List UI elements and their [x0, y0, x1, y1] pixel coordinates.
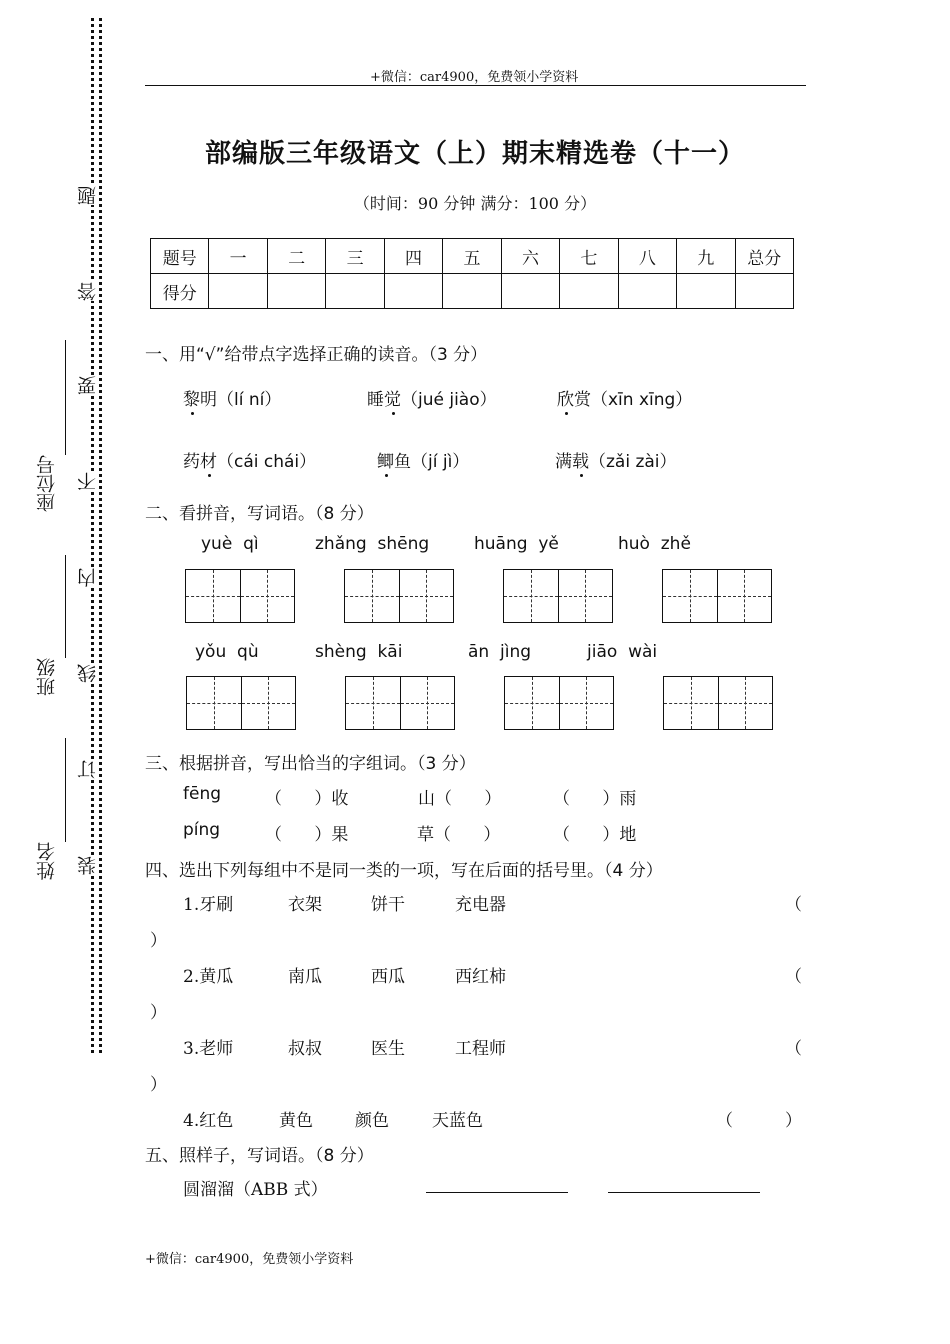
- word: 颜色: [355, 1111, 389, 1131]
- word: 衣架: [288, 895, 322, 915]
- score-table: [150, 238, 794, 309]
- score-input-cell[interactable]: [384, 274, 442, 309]
- word: 天蓝色: [432, 1111, 483, 1131]
- q2-pinyin: zhǎng shēng: [315, 534, 430, 554]
- q2-heading: 二、看拼音，写词语。（8 分）: [145, 504, 374, 524]
- margin-char-yao: 要: [77, 376, 99, 395]
- word: 叔叔: [288, 1039, 322, 1059]
- page-header: +微信：car4900，免费领小学资料: [370, 70, 579, 85]
- writing-grid[interactable]: [345, 676, 455, 730]
- seat-number-blank[interactable]: [65, 340, 66, 455]
- score-table-cell: 六: [501, 239, 559, 274]
- q2-pinyin: yǒu qù: [195, 642, 259, 662]
- q3-blank[interactable]: （ ）雨: [553, 789, 637, 809]
- word: 黄色: [279, 1111, 313, 1131]
- score-input-cell[interactable]: [326, 274, 384, 309]
- score-table-header-row: [151, 239, 794, 274]
- class-label: 班级: [36, 658, 58, 696]
- q2-pinyin: huāng yě: [474, 534, 559, 554]
- item-pre: 药: [183, 452, 200, 472]
- name-label: 姓名: [36, 842, 58, 880]
- group-number: 2.: [183, 967, 200, 987]
- pinyin-options: （cái chái）: [217, 452, 317, 472]
- pinyin-options: （jí jì）: [411, 452, 470, 472]
- q4-group: [183, 1034, 233, 1059]
- q1-item-xinshang[interactable]: [557, 385, 692, 410]
- q1-item-shuijiao[interactable]: [367, 385, 497, 410]
- q2-pinyin: yuè qì: [201, 534, 259, 554]
- item-rest: 明: [200, 390, 217, 410]
- q5-answer-blank[interactable]: [426, 1192, 568, 1193]
- margin-char-da: 答: [77, 282, 99, 301]
- answer-open-bracket[interactable]: （: [785, 895, 802, 915]
- score-input-cell[interactable]: [677, 274, 735, 309]
- q2-pinyin: ān jìng: [468, 642, 532, 662]
- q3-blank[interactable]: 草（ ）: [417, 825, 501, 845]
- score-table-cell: 题号: [151, 239, 209, 274]
- margin-char-ding: 订: [77, 760, 99, 779]
- score-input-cell[interactable]: [267, 274, 325, 309]
- q1-item-yaocai[interactable]: [183, 447, 316, 472]
- word: 工程师: [455, 1039, 506, 1059]
- margin-char-zhuang: 装: [77, 856, 99, 875]
- q3-blank[interactable]: （ ）收: [265, 789, 349, 809]
- word: 医生: [371, 1039, 405, 1059]
- name-blank[interactable]: [65, 738, 66, 842]
- pinyin-options: （zǎi zài）: [589, 452, 677, 472]
- margin-char-nei: 内: [77, 568, 99, 587]
- q5-heading: 五、照样子，写词语。（8 分）: [145, 1146, 374, 1166]
- word: 老师: [199, 1039, 234, 1059]
- q5-answer-blank[interactable]: [608, 1192, 760, 1193]
- score-table-score-row: [151, 274, 794, 309]
- q2-pinyin: shèng kāi: [315, 642, 403, 662]
- q5-example: 圆溜溜（ABB 式）: [183, 1180, 328, 1200]
- q4-heading: 四、选出下列每组中不是同一类的一项，写在后面的括号里。（4 分）: [145, 861, 663, 881]
- writing-grid[interactable]: [663, 676, 773, 730]
- answer-close-bracket: ）: [150, 1003, 167, 1023]
- writing-grid[interactable]: [504, 676, 614, 730]
- binding-dotted-line-inner: [99, 18, 102, 1053]
- word: 西红柿: [455, 967, 506, 987]
- dotted-char: 欣: [557, 390, 574, 410]
- class-blank[interactable]: [65, 555, 66, 658]
- writing-grid[interactable]: [503, 569, 613, 623]
- group-number: 4.: [183, 1111, 200, 1131]
- item-rest: 赏: [574, 390, 591, 410]
- margin-char-bu: 不: [77, 472, 99, 491]
- q2-pinyin: huò zhě: [618, 534, 691, 554]
- answer-close-bracket: ）: [150, 931, 167, 951]
- score-table-cell: 二: [267, 239, 325, 274]
- score-input-cell[interactable]: [618, 274, 676, 309]
- writing-grid[interactable]: [662, 569, 772, 623]
- group-number: 1.: [183, 895, 200, 915]
- dotted-char: 材: [200, 452, 217, 472]
- binding-dotted-line-outer: [91, 18, 94, 1053]
- word: 充电器: [455, 895, 506, 915]
- pinyin-options: （jué jiào）: [401, 390, 497, 410]
- answer-close-bracket: ）: [150, 1075, 167, 1095]
- word: 西瓜: [371, 967, 405, 987]
- word: 饼干: [371, 895, 405, 915]
- q2-pinyin: jiāo wài: [587, 642, 658, 662]
- page-footer: +微信：car4900，免费领小学资料: [145, 1252, 354, 1267]
- score-table-cell: 五: [443, 239, 501, 274]
- writing-grid[interactable]: [186, 676, 296, 730]
- word: 牙刷: [199, 895, 234, 915]
- writing-grid[interactable]: [185, 569, 295, 623]
- score-table-cell: 八: [618, 239, 676, 274]
- word: 南瓜: [288, 967, 322, 987]
- q4-group: [183, 962, 233, 987]
- writing-grid[interactable]: [344, 569, 454, 623]
- score-input-cell[interactable]: [443, 274, 501, 309]
- q3-blank[interactable]: （ ）果: [265, 825, 349, 845]
- score-input-cell[interactable]: [735, 274, 793, 309]
- q3-pinyin: fēng: [183, 784, 222, 804]
- exam-subtitle: （时间：90 分钟 满分：100 分）: [353, 194, 597, 213]
- item-rest: 鱼: [394, 452, 411, 472]
- answer-close-bracket: ）: [785, 1111, 802, 1131]
- q1-heading: 一、用“√”给带点字选择正确的读音。（3 分）: [145, 345, 488, 365]
- score-input-cell[interactable]: [209, 274, 267, 309]
- answer-open-bracket[interactable]: （: [785, 967, 802, 987]
- dotted-char: 鲫: [377, 452, 394, 472]
- pinyin-options: （lí ní）: [217, 390, 282, 410]
- score-input-cell[interactable]: [560, 274, 618, 309]
- q3-pinyin: píng: [183, 820, 221, 840]
- item-pre: 满: [555, 452, 572, 472]
- score-table-cell: 一: [209, 239, 267, 274]
- q3-blank[interactable]: 山（ ）: [418, 789, 502, 809]
- dotted-char: 载: [572, 452, 589, 472]
- q1-item-jiyu[interactable]: [377, 447, 469, 472]
- header-rule: [145, 85, 806, 86]
- q3-heading: 三、根据拼音，写出恰当的字组词。（3 分）: [145, 754, 476, 774]
- score-input-cell[interactable]: [501, 274, 559, 309]
- q1-item-manzai[interactable]: [555, 447, 677, 472]
- score-table-cell: 九: [677, 239, 735, 274]
- group-number: 3.: [183, 1039, 200, 1059]
- exam-title: 部编版三年级语文（上）期末精选卷（十一）: [204, 139, 745, 169]
- item-pre: 睡: [367, 390, 384, 410]
- score-table-cell: 七: [560, 239, 618, 274]
- pinyin-options: （xīn xīng）: [591, 390, 693, 410]
- word: 红色: [199, 1111, 234, 1131]
- score-table-cell: 三: [326, 239, 384, 274]
- score-table-cell: 四: [384, 239, 442, 274]
- margin-char-ti: 题: [77, 186, 99, 205]
- word: 黄瓜: [199, 967, 234, 987]
- answer-open-bracket[interactable]: （: [716, 1111, 733, 1131]
- dotted-char: 觉: [384, 390, 401, 410]
- score-table-cell: 总分: [735, 239, 793, 274]
- q1-item-liming[interactable]: [183, 385, 281, 410]
- answer-open-bracket[interactable]: （: [785, 1039, 802, 1059]
- dotted-char: 黎: [183, 390, 200, 410]
- score-row-label: 得分: [151, 274, 209, 309]
- seat-number-label: 座位号: [36, 455, 58, 512]
- q4-group: [183, 1106, 233, 1131]
- q4-group: [183, 890, 233, 915]
- margin-char-xian: 线: [77, 664, 99, 683]
- q3-blank[interactable]: （ ）地: [553, 825, 637, 845]
